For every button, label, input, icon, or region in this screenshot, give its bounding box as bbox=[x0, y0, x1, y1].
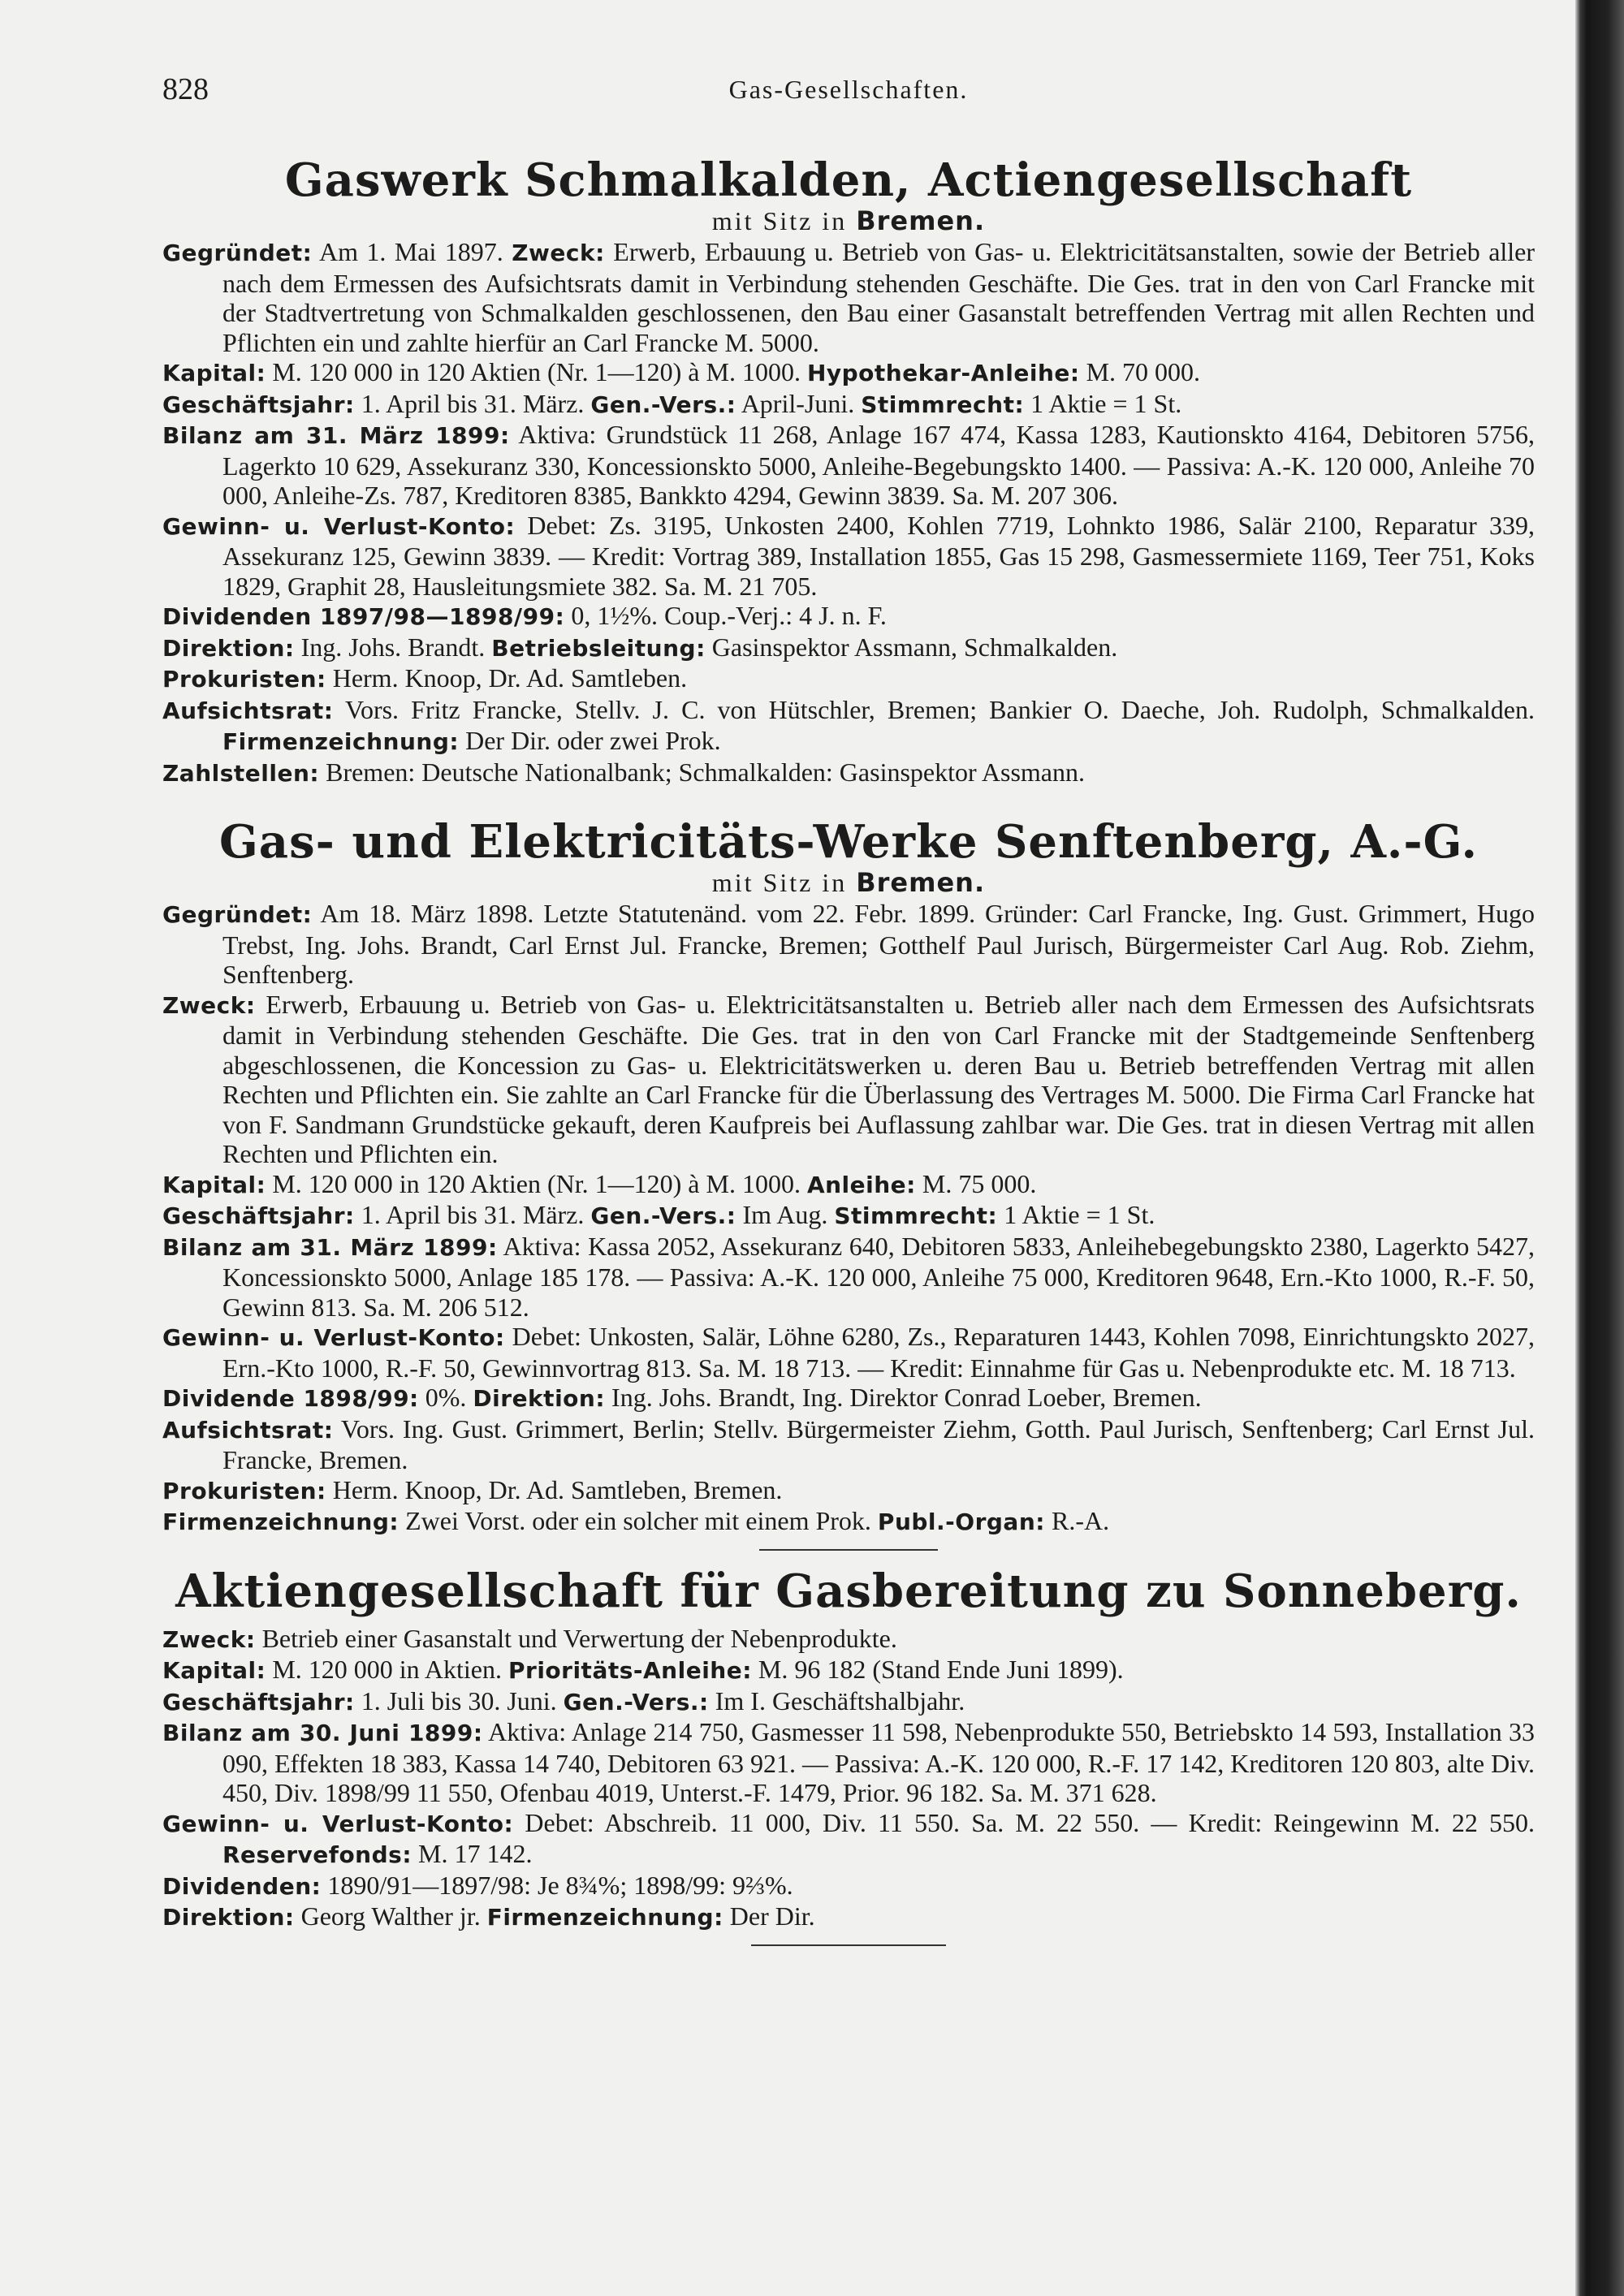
entry-label: Zweck: bbox=[162, 991, 256, 1019]
entry-text: 1 Aktie = 1 St. bbox=[1004, 1200, 1155, 1229]
entry-label: Stimmrecht: bbox=[861, 391, 1025, 418]
entry-label: Direktion: bbox=[162, 1904, 295, 1931]
entry-bilanz bbox=[162, 1232, 1535, 1323]
entry-label: Gewinn- u. Verlust-Konto: bbox=[162, 512, 516, 540]
entry-label: Reservefonds: bbox=[222, 1841, 412, 1868]
entry-list bbox=[162, 899, 1535, 1538]
page-content bbox=[162, 71, 1535, 1961]
entry-label: Aufsichtsrat: bbox=[162, 697, 334, 724]
entry-label: Zweck: bbox=[162, 1625, 256, 1653]
entry-text: Der Dir. oder zwei Prok. bbox=[465, 726, 721, 755]
entry-text: Ing. Johs. Brandt. bbox=[300, 632, 486, 662]
entry-text: Erwerb, Erbauung u. Betrieb von Gas- u. Elektricitätsanstalten, sowie der Betrieb aller nach dem Ermessen des Aufsichtsrats damit in Verbindung stehenden Geschäfte. Die Ges. trat in den von Carl Francke mit der Stadtvertretung von Schmalkalden geschlossenen, den Bau einer Gasanstalt betreffenden Vertrag mit allen Rechten und Pflichten ein und zahlte hierfür an Carl Francke M. 5000. bbox=[222, 237, 1535, 357]
entry-text: Betrieb einer Gasanstalt und Verwertung der Nebenprodukte. bbox=[261, 1623, 897, 1653]
entry-label: Stimmrecht: bbox=[834, 1202, 998, 1229]
entry-label: Betriebsleitung: bbox=[491, 634, 706, 662]
page-number: 828 bbox=[162, 72, 209, 106]
entry-label: Gen.-Vers.: bbox=[590, 1202, 736, 1229]
entry-label: Gen.-Vers.: bbox=[590, 391, 736, 418]
entry-gegruendet bbox=[162, 899, 1535, 990]
company-seat bbox=[162, 868, 1535, 897]
entry-text: Vors. Fritz Francke, Stellv. J. C. von Hütschler, Bremen; Bankier O. Daeche, Joh. Rudolph, Schmalkalden. bbox=[344, 694, 1535, 724]
entry-kapital bbox=[162, 357, 1535, 389]
entry-label: Direktion: bbox=[473, 1385, 606, 1412]
entry-prokuristen bbox=[162, 663, 1535, 695]
entry-gegruendet bbox=[162, 237, 1535, 357]
seat-prefix: mit Sitz in bbox=[711, 206, 848, 235]
entry-label: Kapital: bbox=[162, 1171, 266, 1198]
entry-text: Der Dir. bbox=[729, 1901, 815, 1931]
entry-text: 1. April bis 31. März. bbox=[361, 388, 585, 418]
entry-label: Dividenden: bbox=[162, 1872, 322, 1900]
entry-zweck bbox=[162, 990, 1535, 1169]
entry-zahlstellen bbox=[162, 757, 1535, 789]
entry-label: Hypothekar-Anleihe: bbox=[806, 360, 1080, 386]
seat-city: Bremen. bbox=[856, 205, 986, 236]
entry-dividende bbox=[162, 1383, 1535, 1414]
entry-aufsichtsrat bbox=[162, 1414, 1535, 1475]
entry-label: Direktion: bbox=[162, 634, 295, 662]
entry-bilanz bbox=[162, 420, 1535, 511]
seat-prefix: mit Sitz in bbox=[711, 868, 848, 897]
company-title: Gas- und Elektricitäts-Werke Senftenberg, A.-G. bbox=[218, 815, 1478, 869]
company-title: Aktiengesellschaft für Gasbereitung zu Sonneberg. bbox=[175, 1564, 1522, 1618]
entry-dividenden bbox=[162, 1871, 1535, 1902]
seat-city: Bremen. bbox=[856, 867, 986, 898]
entry-gewinn-verlust bbox=[162, 511, 1535, 602]
entry-text: Herm. Knoop, Dr. Ad. Samtleben. bbox=[332, 663, 688, 693]
company-seat bbox=[162, 206, 1535, 235]
entry-text: M. 120 000 in Aktien. bbox=[272, 1655, 502, 1684]
entry-text: Aktiva: Anlage 214 750, Gasmesser 11 598, Nebenprodukte 550, Betriebskto 14 593, Installation 33 090, Effekten 18 383, Kassa 14 740, Debitoren 63 921. — Passiva: A.-K. 120 000, R.-F. 17 142, Kreditoren 120 803, alte Div. 450, Div. 1898/99 11 550, Ofenbau 4019, Unterst.-F. 1479, Prior. 96 182. Sa. M. 371 628. bbox=[222, 1717, 1535, 1807]
entry-kapital bbox=[162, 1169, 1535, 1201]
entry-text: Erwerb, Erbauung u. Betrieb von Gas- u. Elektricitätsanstalten u. Betrieb aller nach dem Ermessen des Aufsichtsrats damit in Verbindung stehenden Geschäfte. Die Ges. trat in den von Carl Francke mit der Stadtgemeinde Senftenberg abgeschlossenen, die Koncession zu Gas- u. Elektricitätswerken u. deren Bau u. Betrieb betreffenden Vertrag mit allen Rechten und Pflichten ein. Sie zahlte an Carl Francke für die Überlassung des Vertrages M. 5000. Die Firma Carl Francke hat von F. Sandmann Grundstücke gekauft, deren Kaufpreis bei Auflassung zahlbar war. Die Ges. trat in diesen Vertrag mit allen Rechten und Pflichten ein. bbox=[222, 989, 1535, 1168]
entry-label: Kapital: bbox=[162, 360, 266, 386]
entry-text: 1. Juli bis 30. Juni. bbox=[361, 1685, 557, 1716]
entry-label: Geschäftsjahr: bbox=[162, 1202, 355, 1229]
entry-list bbox=[162, 237, 1535, 788]
entry-text: Debet: Abschreib. 11 000, Div. 11 550. Sa. M. 22 550. — Kredit: Reingewinn M. 22 550. bbox=[525, 1807, 1535, 1837]
entry-label: Publ.-Organ: bbox=[877, 1508, 1045, 1535]
entry-text: Gasinspektor Assmann, Schmalkalden. bbox=[711, 632, 1118, 662]
entry-label: Firmenzeichnung: bbox=[486, 1904, 723, 1931]
entry-label: Prokuristen: bbox=[162, 1477, 326, 1504]
entry-text: M. 120 000 in 120 Aktien (Nr. 1—120) à M. 1000. bbox=[272, 1168, 801, 1198]
entry-zweck bbox=[162, 1624, 1535, 1655]
company-section-sonneberg bbox=[162, 1565, 1535, 1946]
entry-label: Anleihe: bbox=[806, 1171, 916, 1198]
entry-text: Im I. Geschäftshalbjahr. bbox=[715, 1685, 965, 1716]
entry-label: Zahlstellen: bbox=[162, 759, 320, 787]
entry-label: Gewinn- u. Verlust-Konto: bbox=[162, 1810, 514, 1837]
running-head bbox=[162, 71, 1535, 117]
entry-text: M. 75 000. bbox=[922, 1168, 1037, 1198]
entry-label: Kapital: bbox=[162, 1657, 266, 1684]
entry-label: Gegründet: bbox=[162, 901, 313, 928]
entry-label: Zweck: bbox=[512, 240, 605, 266]
entry-text: Herm. Knoop, Dr. Ad. Samtleben, Bremen. bbox=[332, 1474, 783, 1504]
company-section-schmalkalden bbox=[162, 154, 1535, 788]
entry-label: Aufsichtsrat: bbox=[162, 1416, 334, 1444]
entry-bilanz bbox=[162, 1717, 1535, 1808]
entry-label: Gen.-Vers.: bbox=[563, 1688, 709, 1716]
entry-label: Gegründet: bbox=[162, 240, 313, 266]
entry-text: Georg Walther jr. bbox=[300, 1901, 481, 1931]
entry-text: Am 18. März 1898. Letzte Statutenänd. vom 22. Febr. 1899. Gründer: Carl Francke, Ing. Gust. Grimmert, Hugo Trebst, Ing. Johs. Brandt, Carl Ernst Jul. Francke, Bremen; Gotthelf Paul Jurisch, Bürgermeister Carl Aug. Rob. Ziehm, Senftenberg. bbox=[222, 899, 1535, 989]
entry-firmenzeichnung bbox=[162, 1506, 1535, 1538]
entry-label: Bilanz am 30. Juni 1899: bbox=[162, 1720, 483, 1746]
entry-label: Bilanz am 31. März 1899: bbox=[162, 422, 510, 449]
page-edge-shadow bbox=[1575, 0, 1624, 2296]
entry-text: Ing. Johs. Brandt, Ing. Direktor Conrad Loeber, Bremen. bbox=[611, 1383, 1202, 1412]
entry-label: Firmenzeichnung: bbox=[162, 1508, 400, 1535]
entry-text: Aktiva: Grundstück 11 268, Anlage 167 474, Kassa 1283, Kautionskto 4164, Debitoren 5756, Lagerkto 10 629, Assekuranz 330, Koncessionskto 5000, Anleihe-Begebungskto 1400. — Passiva: A.-K. 120 000, Anleihe 70 000, Anleihe-Zs. 787, Kreditoren 8385, Bankkto 4294, Gewinn 3839. Sa. M. 207 306. bbox=[222, 420, 1535, 510]
entry-prokuristen bbox=[162, 1475, 1535, 1507]
entry-label: Gewinn- u. Verlust-Konto: bbox=[162, 1324, 505, 1351]
section-divider bbox=[751, 1944, 946, 1946]
company-title: Gaswerk Schmalkalden, Actiengesellschaft bbox=[284, 153, 1413, 207]
entry-text: R.-A. bbox=[1051, 1506, 1110, 1535]
section-divider bbox=[759, 1549, 938, 1551]
entry-gewinn-verlust bbox=[162, 1322, 1535, 1383]
entry-text: Aktiva: Kassa 2052, Assekuranz 640, Debitoren 5833, Anleihebegebungskto 2380, Lagerkto 5427, Koncessionskto 5000, Anlage 185 178. — Passiva: A.-K. 120 000, Anleihe 75 000, Kreditoren 9648, Ern.-Kto 1000, R.-F. 50, Gewinn 813. Sa. M. 206 512. bbox=[222, 1231, 1535, 1322]
entry-kapital bbox=[162, 1655, 1535, 1686]
entry-aufsichtsrat bbox=[162, 695, 1535, 757]
entry-geschaeftsjahr bbox=[162, 1686, 1535, 1718]
entry-text: 0%. bbox=[425, 1383, 467, 1412]
entry-text: M. 120 000 in 120 Aktien (Nr. 1—120) à M. 1000. bbox=[272, 357, 801, 386]
entry-text: Debet: Unkosten, Salär, Löhne 6280, Zs., Reparaturen 1443, Kohlen 7098, Einrichtungskto 2027, Ern.-Kto 1000, R.-F. 50, Gewinnvortrag 813. Sa. M. 18 713. — Kredit: Einnahme für Gas u. Nebenprodukte etc. M. 18 713. bbox=[222, 1322, 1535, 1383]
entry-label: Dividende 1898/99: bbox=[162, 1385, 419, 1412]
entry-text: M. 96 182 (Stand Ende Juni 1899). bbox=[758, 1655, 1124, 1684]
entry-label: Geschäftsjahr: bbox=[162, 1688, 355, 1716]
entry-label: Firmenzeichnung: bbox=[222, 728, 460, 755]
entry-gewinn-verlust bbox=[162, 1808, 1535, 1871]
company-section-senftenberg bbox=[162, 816, 1535, 1551]
entry-text: Bremen: Deutsche Nationalbank; Schmalkalden: Gasinspektor Assmann. bbox=[326, 757, 1085, 787]
entry-direktion bbox=[162, 1901, 1535, 1933]
entry-text: 0, 1½%. Coup.-Verj.: 4 J. n. F. bbox=[571, 601, 887, 630]
running-title: Gas-Gesellschaften. bbox=[728, 75, 969, 104]
entry-label: Dividenden 1897/98—1898/99: bbox=[162, 603, 565, 630]
entry-text: 1. April bis 31. März. bbox=[361, 1200, 585, 1229]
entry-dividenden bbox=[162, 601, 1535, 632]
entry-label: Bilanz am 31. März 1899: bbox=[162, 1233, 498, 1261]
entry-text: M. 70 000. bbox=[1086, 357, 1201, 386]
entry-geschaeftsjahr bbox=[162, 389, 1535, 421]
entry-text: 1890/91—1897/98: Je 8¾%; 1898/99: 9⅔%. bbox=[327, 1870, 793, 1900]
entry-text: 1 Aktie = 1 St. bbox=[1030, 388, 1182, 418]
entry-direktion bbox=[162, 632, 1535, 664]
entry-text: Zwei Vorst. oder ein solcher mit einem Prok. bbox=[405, 1506, 871, 1535]
entry-label: Geschäftsjahr: bbox=[162, 391, 355, 418]
entry-text: April-Juni. bbox=[741, 388, 855, 418]
entry-text: Debet: Zs. 3195, Unkosten 2400, Kohlen 7719, Lohnkto 1986, Salär 2100, Reparatur 339, Assekuranz 125, Gewinn 3839. — Kredit: Vortrag 389, Installation 1855, Gas 15 298, Gasmessermiete 1169, Teer 751, Koks 1829, Graphit 28, Hausleitungsmiete 382. Sa. M. 21 705. bbox=[222, 510, 1535, 601]
entry-label: Prioritäts-Anleihe: bbox=[508, 1657, 752, 1684]
entry-text: Am 1. Mai 1897. bbox=[318, 237, 503, 266]
entry-geschaeftsjahr bbox=[162, 1200, 1535, 1232]
entry-text: Vors. Ing. Gust. Grimmert, Berlin; Stellv. Bürgermeister Ziehm, Gotth. Paul Jurisch, Senftenberg; Carl Ernst Jul. Francke, Bremen. bbox=[222, 1413, 1535, 1474]
entry-list bbox=[162, 1624, 1535, 1933]
entry-text: M. 17 142. bbox=[418, 1839, 533, 1868]
entry-text: Im Aug. bbox=[742, 1200, 828, 1229]
entry-label: Prokuristen: bbox=[162, 666, 326, 693]
